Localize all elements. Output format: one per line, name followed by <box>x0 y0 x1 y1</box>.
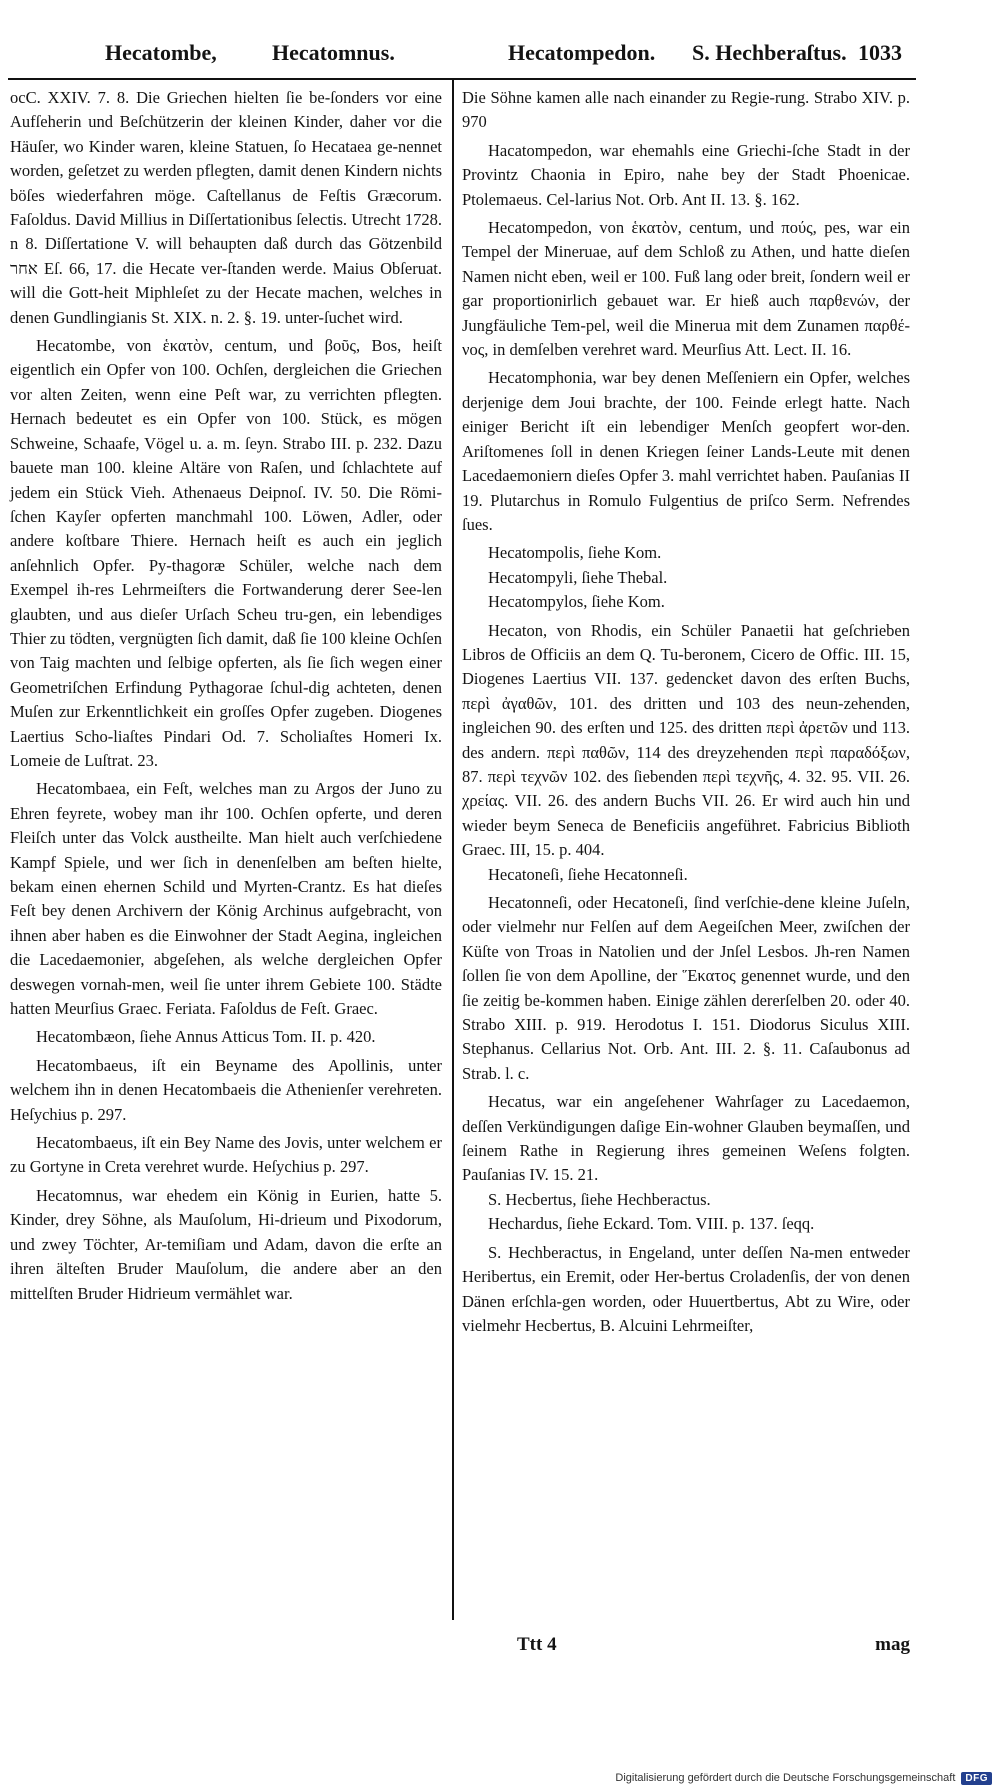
digitization-credit <box>615 1769 992 1787</box>
header-entry-3: Hecatompedon. <box>508 40 656 65</box>
entry-hecatompedon: Hecatompedon, von ἑκατὸν, centum, und πούς, pes, war ein Tempel der Mineruae, auf dem Schloß zu Athen, und hatte dieſen Namen nicht eben, weil er 100. Fuß lang oder breit, ſondern weil er gar proportionirlich gebauet war. Er hieß auch παρθενών, der Jungfäuliche Tem-pel, weil die Minerua mit dem Zunamen παρθέ-νος, in demſelben verehret ward. Meurſius Att. Lect. II. 16. <box>462 218 910 360</box>
page-number: 1033 <box>858 40 902 65</box>
header-rule <box>8 78 916 80</box>
running-header <box>20 40 910 74</box>
entry-hecatonnesi: Hecatonneſi, oder Hecatoneſi, ſind verſchie-dene kleine Juſeln, oder vielmehr nur Felſen auf dem Aegeiſchen Meer, zwiſchen der Küſte von Troas in Natolien und der Jnſel Lesbos. Jh-ren Namen ſollen ſie von dem Apolline, der Ἕκατος genennet wurde, und den ſie zeitig be-kommen haben. Einige zählen dererſelben 20. oder 40. Strabo XIII. p. 919. Herodotus I. 151. Diodorus Siculus XIII. Stephanus. Cellarius Not. Orb. Ant. III. 2. §. 11. Caſaubonus ad Strab. l. c. <box>462 893 910 1083</box>
entry-hacatompedon: Hacatompedon, war ehemahls eine Griechi-ſche Stadt in der Provintz Chaonia in Epiro, nahe bey der Stadt Phoenicae. Ptolemaeus. Cel-larius Not. Orb. Ant II. 13. §. 162. <box>462 140 910 209</box>
right-column <box>462 86 910 1338</box>
credit-text: Digitalisierung gefördert durch die Deutsche Forschungsgemeinschaft <box>615 1772 956 1784</box>
entry-hecatompyli: Hecatompyli, ſiehe Thebal. <box>488 567 668 587</box>
entry-hecatomnus: Hecatomnus, war ehedem ein König in Eurien, hatte 5. Kinder, drey Söhne, als Mauſolum, Hi-drieum und Pixodorum, und zwey Töchter, Ar-temiſiam und Adam, davon die erſte an ihren älteſten Bruder Mauſolum, die andere aber an den mittelſten Bruder Hidrieum vermählet war. <box>10 1185 442 1303</box>
entry-hecate-continued: ocC. XXIV. 7. 8. Die Griechen hielten ſie be-ſonders vor eine Aufſeherin und Beſchützerin der kleinen Kinder, daher vor die Häuſer, wo Kinder waren, kleine Statuen, ſo Hecataea ge-nennet worden, geſetzet zu werden pflegten, damit denen Kindern nichts böſes wiederfahren möge. Caſtellanus de Feſtis Græcorum. Faſoldus. David Millius in Diſſertationibus ſelectis. Utrecht 1728. n 8. Diſſertatione V. will behaupten daß durch das Götzenbild אחר Eſ. 66, 17. die Hecate ver-ſtanden werde. Maius Obſeruat. will die Gott-heit Miphleſet zu der Hecate machen, welches in denen Gundlingianis St. XIX. n. 2. §. 19. unter-ſuchet wird. <box>10 88 442 327</box>
entry-hecatombaea: Hecatombaea, ein Feſt, welches man zu Argos der Juno zu Ehren feyrete, wobey man ihr 100. Ochſen opferte, und deren Fleiſch unter das Volck austheilte. Man hielt auch verſchiedene Kampf Spiele, und wer ſich in denenſelben am beſten hielte, bekam einen ehernen Schild und Myrten-Crantz. Es hat dieſes Feſt bey denen Archivern der König Archinus aufgebracht, von ihnen aber haben es die Einwohner der Stadt Aegina, ingleichen die Lacedaemonier, abgeſehen, als welche dergleichen Opfer deswegen vornah-men, weil ſie unter ihrem Gebiete 100. Städte hatten Meurſius Graec. Feriata. Faſoldus de Feſt. Graec. <box>10 779 442 1019</box>
entry-hechberactus: S. Hechberactus, in Engeland, unter deſſen Na-men entweder Heribertus, ein Eremit, oder Her-bertus Croladenſis, der von denen Dänen erſchla-gen worden, oder Huuertbertus, Abt zu Wire, oder vielmehr Hecbertus, B. Alcuini Lehrmeiſter, <box>462 1242 910 1335</box>
entry-hecbertus: S. Hecbertus, ſiehe Hechberactus. <box>488 1189 711 1209</box>
entry-hecaton: Hecaton, von Rhodis, ein Schüler Panaetii hat geſchrieben Libros de Officiis an dem Q. Tu-beronem, Cicero de Offic. III. 15, Diogenes Laertius VII. 137. gedencket davon des erſten Buchs, περὶ ἀγαθῶν, 101. des dritten und 103 des neun-zehenden, ingleichen 90. des erſten und 125. des dritten περὶ ἀρετῶν und 113. des andern. περὶ παθῶν, 114 des dreyzehenden περὶ παραδόξων, 87. περὶ τεχνῶν 102. des ſiebenden περὶ τεχνῆς, 4. 32. 95. VII. 26. χρείας. VII. 26. des andern Buchs VII. 26. Er wird auch hin und wieder beym Seneca de Beneficiis angeführet. Fabricius Biblioth Graec. III, 15. p. 404. <box>462 620 910 860</box>
entry-hecatombe: Hecatombe, von ἑκατὸν, centum, und βοῦς, Bos, heiſt eigentlich ein Opfer von 100. Ochſen, dergleichen die Griechen vor alten Zeiten, wenn eine Peſt war, zu verrichten pflegten. Hernach bedeutet es ein Opfer von 100. Stück, es mögen Schweine, Schaafe, Vögel u. a. m. ſeyn. Strabo III. p. 232. Dazu bauete man 100. kleine Altäre von Raſen, und ſchlachtete auf jedem ein Stück Vieh. Athenaeus Deipnoſ. IV. 50. Die Römi-ſchen Kayſer opferten manchmahl 100. Löwen, Adler, oder andere koſtbare Thiere. Hernach heiſt es auch ein jeglich anſehnlich Opfer. Py-thagoræ Schüler, welche nach dem Exempel ih-res Lehrmeiſters die Fortwanderung derer See-len glaubten, und aus dieſer Urſach Scheu tru-gen, ein lebendiges Thier zu tödten, vergnügten ſich damit, daß ſie 100 kleine Ochſen von Taig machten und ſelbige opferten, als ſie ſich wegen einer Geometriſchen Erfindung Pythagorae ſchul-dig achteten, denen Muſen zur Erkenntlichkeit ein groſſes Opfer zugeben. Diogenes Laertius Scho-liaſtes Pindari Od. 7. Scholiaſtes Homeri Ix. Lomeie de Luſtrat. 23. <box>10 336 442 770</box>
header-entry-4: S. Hechberaſtus. <box>692 40 847 65</box>
entry-hecatompolis: Hecatompolis, ſiehe Kom. <box>488 543 662 563</box>
entry-hecatomphonia: Hecatomphonia, war bey denen Meſſeniern ein Opfer, welches derjenige dem Joui brachte, der 100. Feinde erlegt hatte. Nach einiger Bericht iſt ein lebendiger Menſch geopfert wor-den. Ariſtomenes ſoll in denen Kriegen ſeiner Lands-Leute mit denen Lacedaemoniern dieſes Opfer 3. mahl verrichtet haben. Pauſanias II 19. Plutarchus in Romulo Fulgentius de priſco Serm. Nefrendes ſues. <box>462 368 910 534</box>
entry-hecatonesi: Hecatoneſi, ſiehe Hecatonneſi. <box>488 864 688 884</box>
header-entry-1: Hecatombe, <box>105 40 217 65</box>
column-divider <box>452 80 454 1620</box>
dfg-logo-icon: DFG <box>961 1772 992 1785</box>
signature-mark: Ttt 4 <box>517 1634 557 1655</box>
entry-hecatomnus-continued: Die Söhne kamen alle nach einander zu Regie-rung. Strabo XIV. p. 970 <box>462 88 910 132</box>
entry-hechardus: Hechardus, ſiehe Eckard. Tom. VIII. p. 137. ſeqq. <box>488 1214 815 1234</box>
entry-hecatombaeus-apollo: Hecatombaeus, iſt ein Beyname des Apollinis, unter welchem ihn in denen Hecatombaeis die Athenienſer verehreten. Heſychius p. 297. <box>10 1055 442 1124</box>
catchword: mag <box>875 1634 910 1655</box>
entry-hecatus: Hecatus, war ein angeſehener Wahrſager zu Lacedaemon, deſſen Verkündigungen daſige Ein-wohner Glauben beymaſſen, und ſeinem Rathe in Regierung ihres gemeinen Weſens folgten. Pauſanias IV. 15. 21. <box>462 1092 910 1185</box>
left-column <box>10 86 442 1306</box>
entry-hecatompylos: Hecatompylos, ſiehe Kom. <box>488 592 665 612</box>
entry-hecatombaeus-jovis: Hecatombaeus, iſt ein Bey Name des Jovis, unter welchem er zu Gortyne in Creta verehret wurde. Heſychius p. 297. <box>10 1133 442 1177</box>
page-footer-line <box>462 1634 910 1662</box>
header-entry-2: Hecatomnus. <box>272 40 395 65</box>
entry-hecatombaeon: Hecatombæon, ſiehe Annus Atticus Tom. II. p. 420. <box>36 1027 376 1047</box>
